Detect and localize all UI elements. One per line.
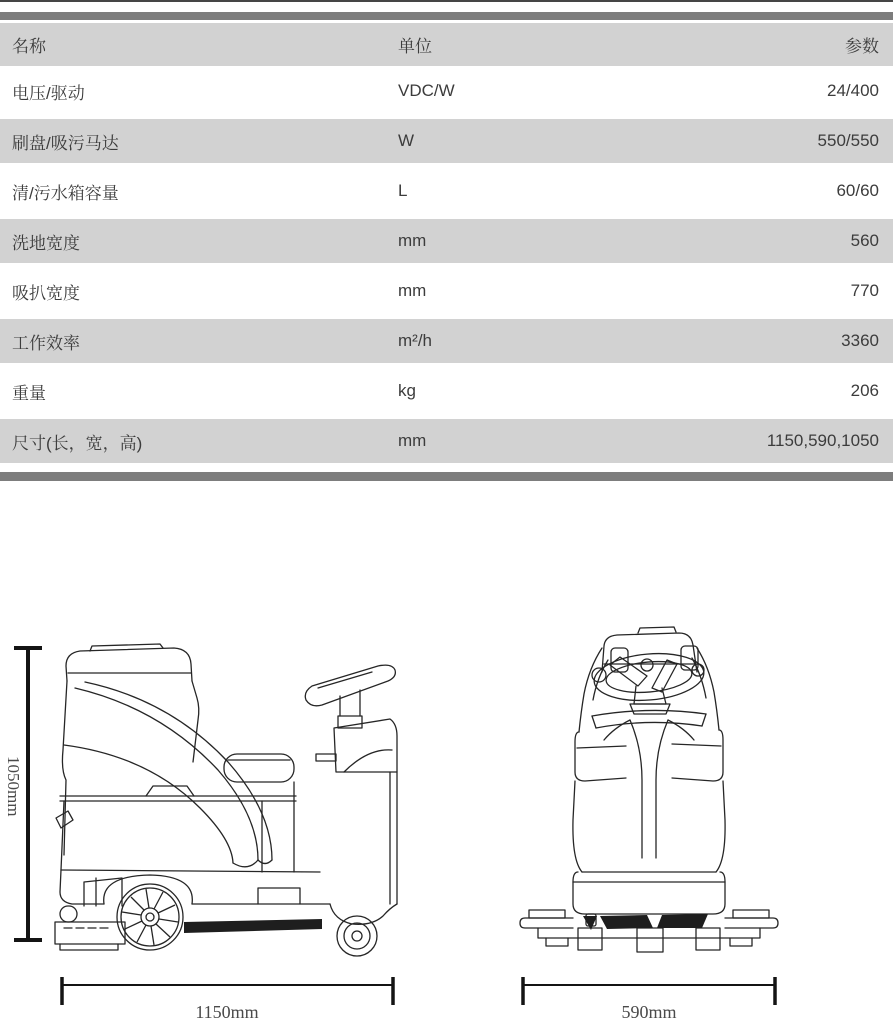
spec-table: [0, 23, 893, 466]
table-row: [0, 366, 893, 416]
rear-wheel: [117, 884, 183, 950]
front-view-drawing: [450, 620, 893, 1025]
table-row: [0, 66, 893, 116]
cell-value: 60/60: [836, 181, 879, 200]
cell-name: 清/污水箱容量: [12, 183, 119, 203]
cell-name: 重量: [12, 383, 46, 403]
cell-unit: mm: [398, 281, 427, 300]
table-header-row: [0, 23, 893, 66]
cell-name: 洗地宽度: [12, 233, 80, 253]
cell-value: 3360: [841, 331, 879, 350]
table-row: [0, 166, 893, 216]
length-dimension-label: 1150mm: [195, 1002, 259, 1022]
top-divider-bar: [0, 12, 893, 20]
cell-name: 刷盘/吸污马达: [12, 133, 119, 153]
side-view-drawing: [0, 620, 450, 1025]
scrubber-front-outline: [520, 627, 778, 952]
cell-unit: m²/h: [398, 331, 432, 350]
cell-value: 206: [850, 381, 879, 400]
cell-unit: W: [398, 131, 415, 150]
header-name: 名称: [12, 37, 46, 56]
cell-value: 1150,590,1050: [766, 431, 879, 450]
cell-unit: VDC/W: [398, 81, 455, 100]
header-unit: 单位: [398, 37, 432, 56]
brush-shadow-left: [600, 915, 653, 929]
height-dimension-label: 1050mm: [4, 756, 23, 817]
width-dimension-line: [523, 977, 775, 1005]
cell-unit: mm: [398, 231, 427, 250]
cell-name: 电压/驱动: [12, 83, 85, 103]
cell-name: 尺寸(长，宽，高): [12, 433, 143, 453]
front-caster-wheel: [337, 916, 377, 956]
brush-strip-shadow: [184, 919, 322, 933]
table-row: [0, 216, 893, 266]
cell-name: 吸扒宽度: [12, 283, 80, 303]
header-value: 参数: [845, 37, 879, 56]
cell-unit: kg: [398, 381, 416, 400]
cell-name: 工作效率: [12, 333, 80, 353]
cell-unit: mm: [398, 431, 427, 450]
table-row: [0, 416, 893, 466]
brush-shadow-right: [657, 914, 708, 928]
table-row: [0, 266, 893, 316]
cell-value: 550/550: [817, 131, 879, 150]
length-dimension-line: [62, 977, 393, 1005]
bottom-divider-bar: [0, 472, 893, 481]
table-row: [0, 316, 893, 366]
scrubber-side-outline: [55, 644, 397, 950]
technical-drawings: [0, 481, 893, 1025]
cell-unit: L: [398, 181, 408, 200]
cell-value: 24/400: [827, 81, 879, 100]
cell-value: 560: [850, 231, 879, 250]
width-dimension-label: 590mm: [621, 1002, 677, 1022]
cell-value: 770: [850, 281, 879, 300]
table-row: [0, 116, 893, 166]
